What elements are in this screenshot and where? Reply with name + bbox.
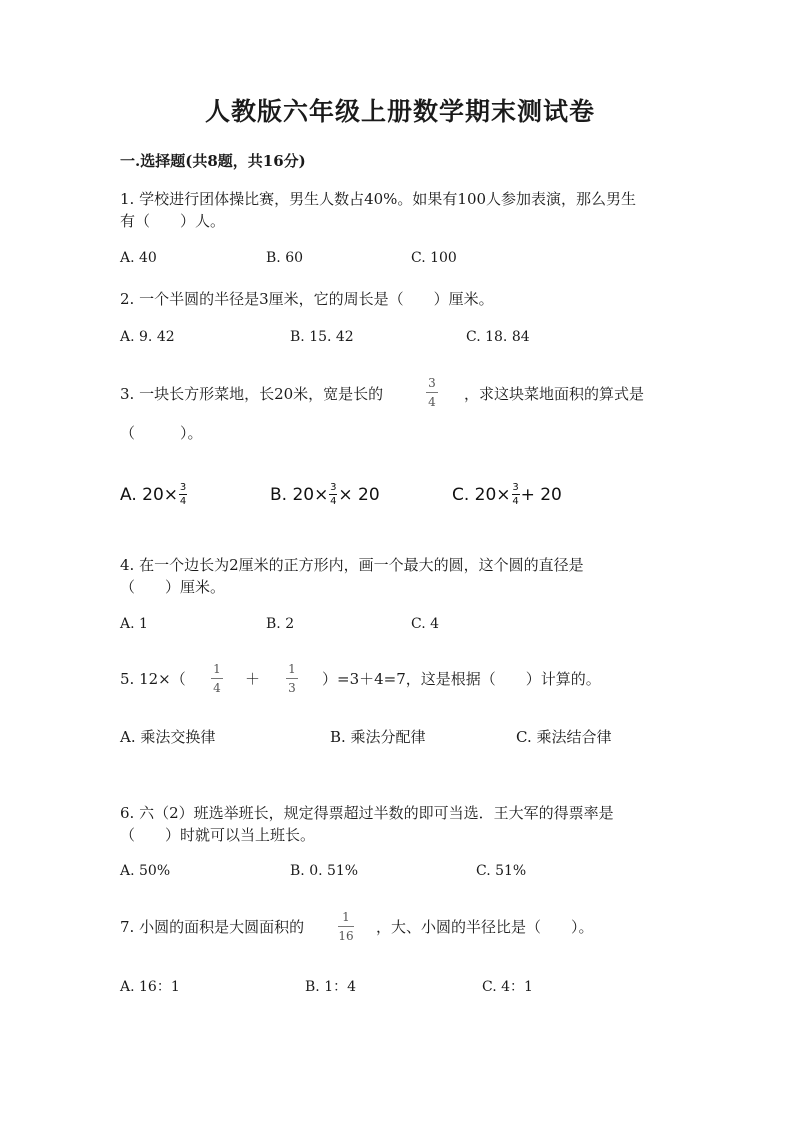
question-1-line-1: 1. 学校进行团体操比赛，男生人数占40%。如果有100人参加表演，那么男生 — [120, 190, 637, 208]
q5-fraction-1-bar — [211, 678, 223, 679]
q1-option-c[interactable]: C. 100 — [411, 250, 457, 266]
q3-option-a[interactable] — [120, 482, 188, 507]
q7-fraction-numerator: 1 — [342, 910, 350, 924]
question-2: 2. 一个半圆的半径是3厘米，它的周长是（ ）厘米。 — [120, 290, 494, 308]
q3-fraction-denominator: 4 — [428, 395, 436, 409]
q1-option-a[interactable]: A. 40 — [120, 250, 157, 266]
q5-option-a[interactable]: A. 乘法交换律 — [120, 728, 216, 746]
q3-option-a-fraction — [179, 482, 187, 507]
q3-option-b[interactable] — [270, 482, 380, 507]
q5-fraction-1 — [211, 662, 223, 695]
q5-option-b[interactable]: B. 乘法分配律 — [330, 728, 426, 746]
q3-option-b-fraction-numerator: 3 — [330, 482, 337, 493]
q3-option-b-suffix: × 20 — [338, 484, 380, 505]
q5-fraction-2 — [286, 662, 298, 695]
q4-option-a[interactable]: A. 1 — [120, 616, 148, 632]
q7-option-c[interactable]: C. 4：1 — [482, 979, 533, 995]
question-6-line-2: （ ）时就可以当上班长。 — [120, 826, 316, 844]
q7-option-a[interactable]: A. 16：1 — [120, 979, 180, 995]
q2-option-a[interactable]: A. 9. 42 — [120, 329, 175, 345]
q1-option-b[interactable]: B. 60 — [266, 250, 304, 266]
q5-option-c[interactable]: C. 乘法结合律 — [516, 728, 612, 746]
q6-option-a[interactable]: A. 50% — [120, 863, 171, 879]
q4-option-b[interactable]: B. 2 — [266, 616, 295, 632]
question-6-line-1: 6. 六（2）班选举班长，规定得票超过半数的即可当选．王大军的得票率是 — [120, 804, 614, 822]
question-3-post: ，求这块菜地面积的算式是 — [464, 385, 645, 403]
page-title: 人教版六年级上册数学期末测试卷 — [204, 97, 595, 126]
question-5-pre: 5. 12×（ — [120, 670, 186, 688]
question-3-pre: 3. 一块长方形菜地，长20米，宽是长的 — [120, 385, 384, 403]
question-4-line-1: 4. 在一个边长为2厘米的正方形内，画一个最大的圆，这个圆的直径是 — [120, 556, 584, 574]
q3-option-c-fraction-bar — [512, 494, 520, 495]
q3-option-c-fraction — [512, 482, 520, 507]
q3-option-a-fraction-bar — [179, 494, 187, 495]
q3-option-a-fraction-numerator: 3 — [179, 482, 187, 493]
q3-option-a-fraction-denominator: 4 — [179, 496, 187, 507]
question-5-post: ）=3＋4=7，这是根据（ ）计算的。 — [322, 670, 601, 688]
q6-option-b[interactable]: B. 0. 51% — [290, 863, 359, 879]
q7-option-b[interactable]: B. 1：4 — [305, 979, 357, 995]
q3-option-c[interactable] — [452, 482, 562, 507]
q3-fraction-numerator: 3 — [428, 376, 436, 390]
q4-option-c[interactable]: C. 4 — [411, 616, 440, 632]
q7-fraction — [338, 910, 354, 943]
q5-fraction-2-denominator: 3 — [288, 681, 296, 695]
question-1-line-2: 有（ ）人。 — [120, 212, 226, 230]
q3-option-b-text: B. 20× — [270, 484, 329, 505]
q7-fraction-denominator: 16 — [338, 929, 354, 943]
section-heading: 一.选择题(共8题，共16分) — [120, 152, 306, 170]
question-3-line-2: （ ）。 — [120, 424, 203, 442]
q5-fraction-2-bar — [286, 678, 298, 679]
q7-fraction-bar — [338, 926, 354, 927]
question-7-pre: 7. 小圆的面积是大圆面积的 — [120, 918, 305, 936]
q5-fraction-1-denominator: 4 — [213, 681, 221, 695]
q3-option-b-fraction-bar — [329, 494, 337, 495]
q3-option-b-fraction — [329, 482, 337, 507]
q5-fraction-2-numerator: 1 — [288, 662, 296, 676]
q3-option-c-fraction-numerator: 3 — [512, 482, 519, 493]
q5-fraction-1-numerator: 1 — [213, 662, 221, 676]
q3-fraction-bar — [426, 392, 438, 393]
q2-option-b[interactable]: B. 15. 42 — [290, 329, 354, 345]
question-7-post: ，大、小圆的半径比是（ ）。 — [376, 918, 594, 936]
q3-option-c-text: C. 20× — [452, 484, 511, 505]
q6-option-c[interactable]: C. 51% — [476, 863, 527, 879]
q3-option-c-fraction-denominator: 4 — [512, 496, 519, 507]
question-4-line-2: （ ）厘米。 — [120, 578, 226, 596]
q3-option-c-suffix: + 20 — [520, 484, 562, 505]
q5-plus-sign: ＋ — [245, 670, 261, 688]
q3-option-a-text: A. 20× — [120, 484, 179, 505]
q3-fraction — [426, 376, 438, 409]
q3-option-b-fraction-denominator: 4 — [330, 496, 337, 507]
q2-option-c[interactable]: C. 18. 84 — [466, 329, 530, 345]
